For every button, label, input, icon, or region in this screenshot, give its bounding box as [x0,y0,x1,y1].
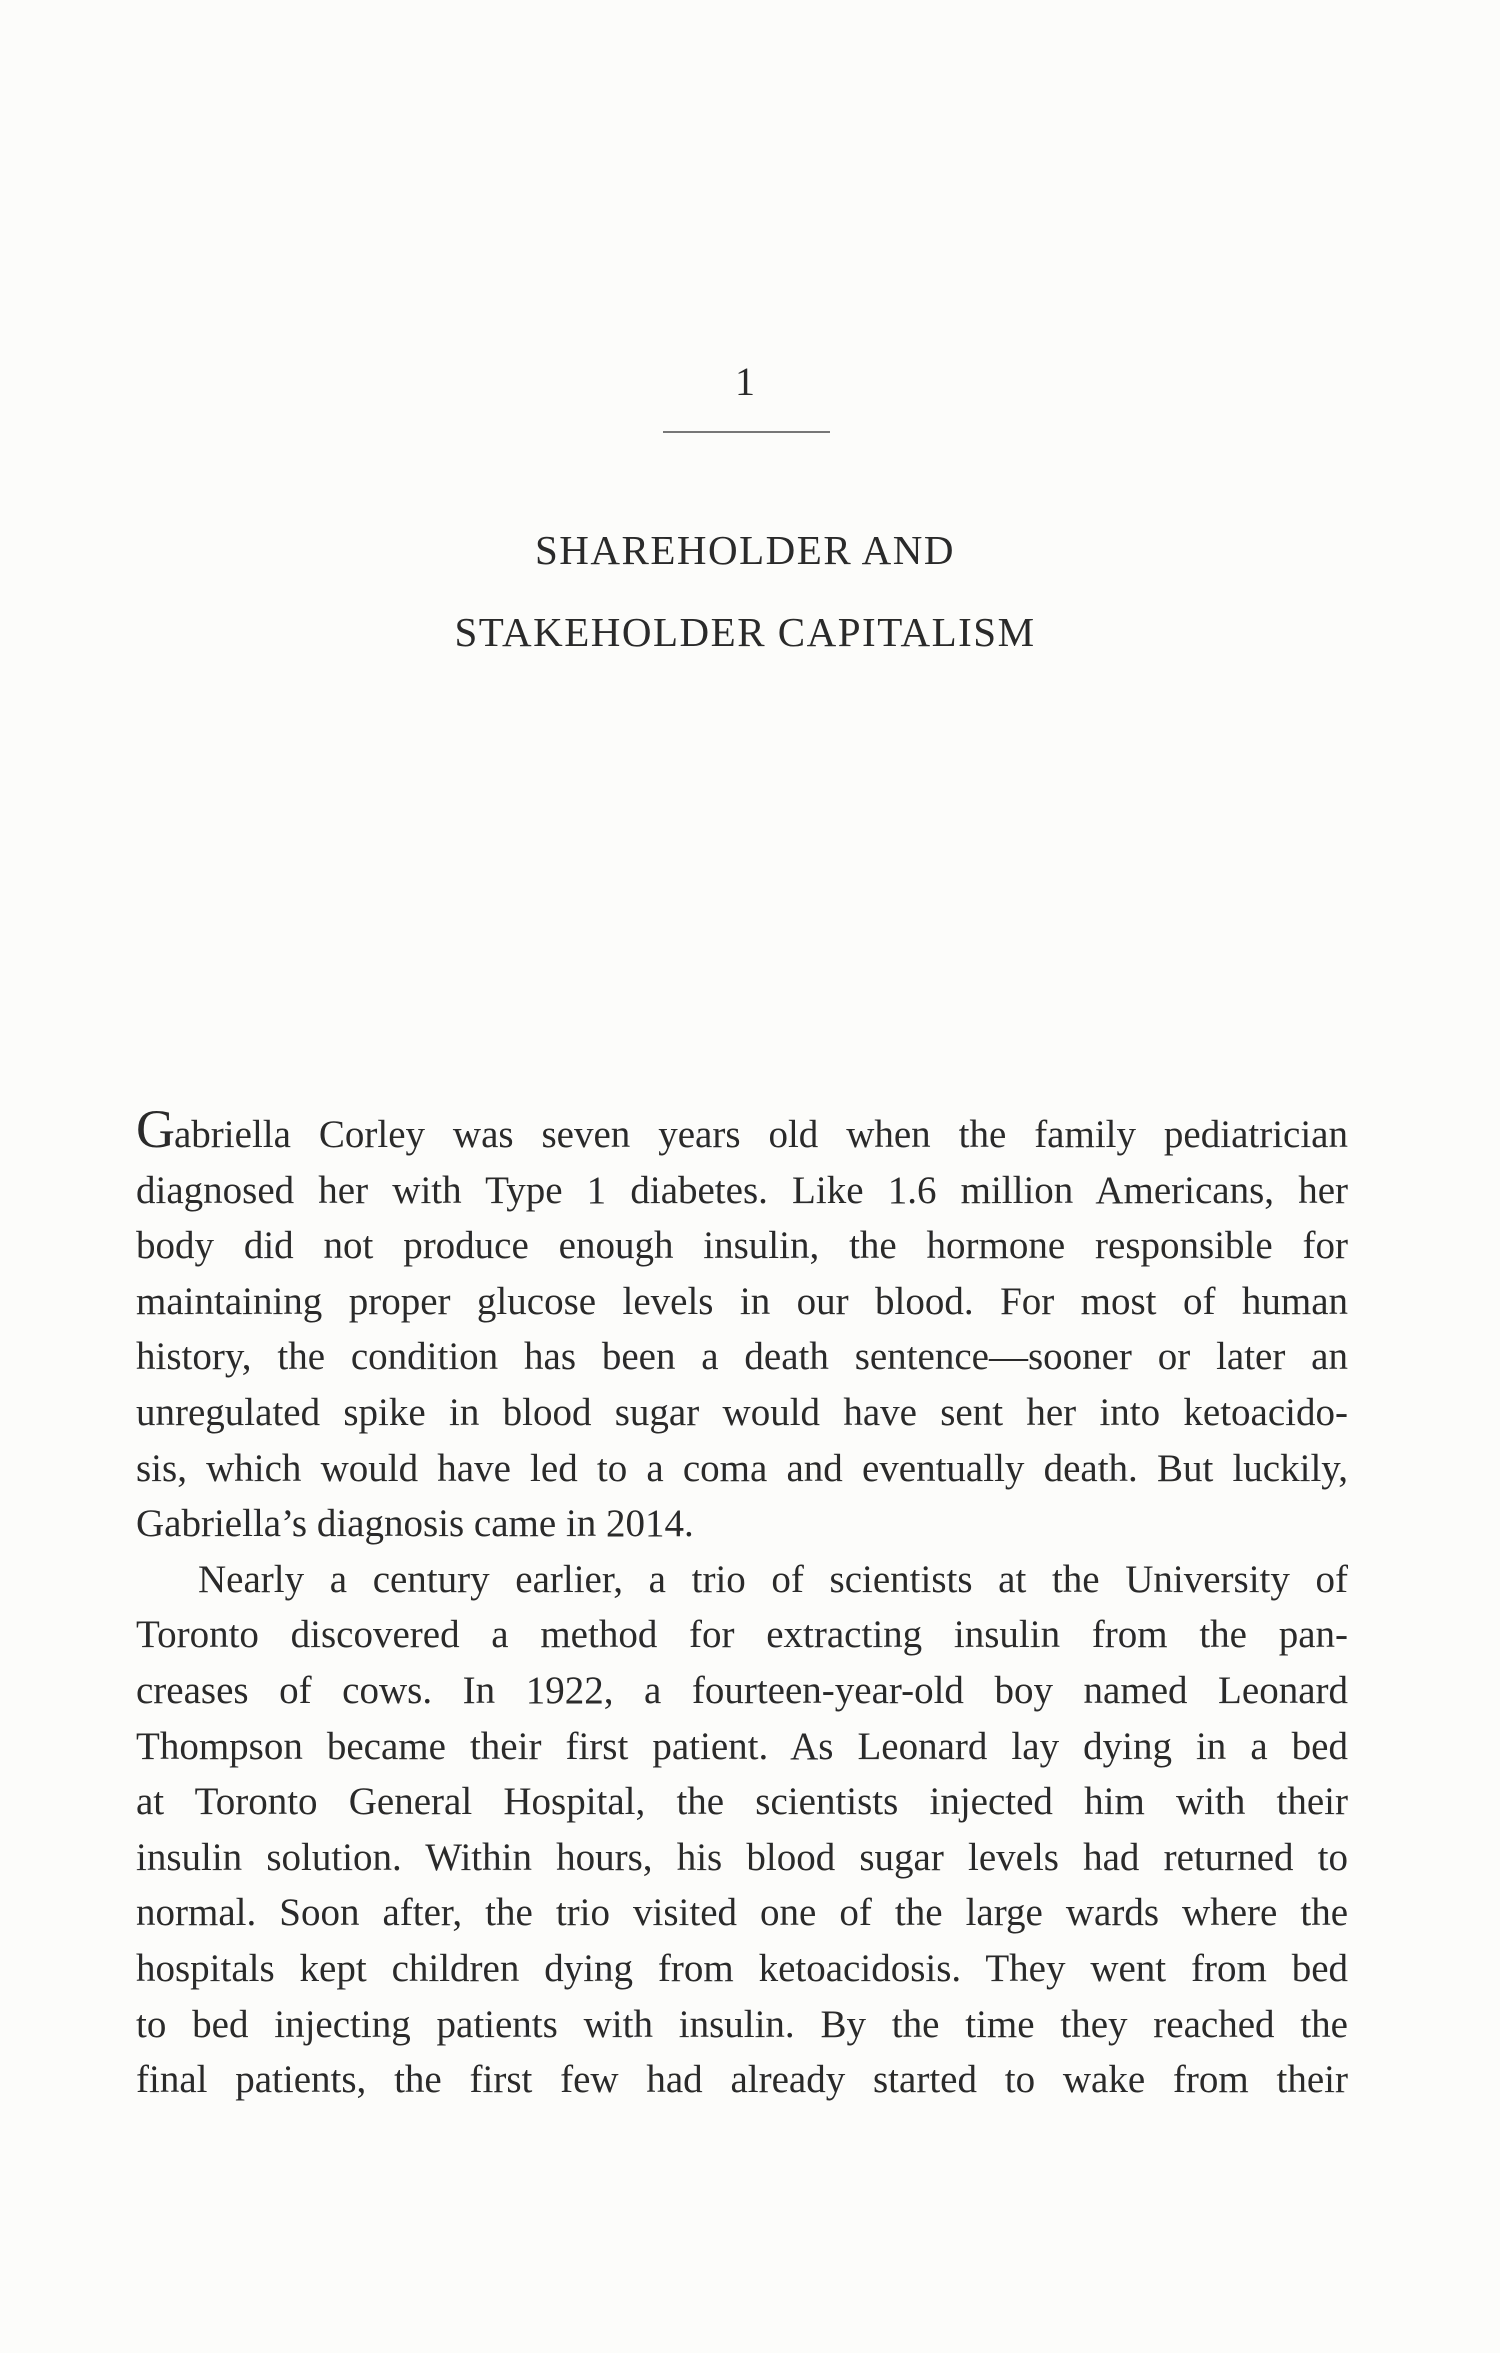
chapter-title-line-1: SHAREHOLDER AND [535,527,955,573]
text-line: Nearly a century earlier, a trio of scientists at the University of [198,1557,1348,1601]
text-line: Toronto discovered a method for extracting insulin from the pan- [136,1613,1348,1657]
text-line: at Toronto General Hospital, the scientists injected him with their [136,1780,1348,1824]
text-line: diagnosed her with Type 1 diabetes. Like 1.6 million Americans, her [136,1168,1348,1212]
text-line: insulin solution. Within hours, his blood sugar levels had returned to [136,1835,1348,1879]
text-line-content: abriella Corley was seven years old when the family pediatrician [174,1113,1348,1156]
text-line: hospitals kept children dying from ketoacidosis. They went from bed [136,1946,1348,1990]
text-line: final patients, the first few had already started to wake from their [136,2058,1348,2102]
chapter-number: 1 [735,359,755,404]
text-line: unregulated spike in blood sugar would have sent her into ketoacido- [136,1390,1348,1434]
text-line: maintaining proper glucose levels in our blood. For most of human [136,1279,1348,1323]
chapter-body [136,1107,1348,2108]
text-line: sis, which would have led to a coma and eventually death. But luckily, [136,1446,1348,1490]
text-line: Thompson became their first patient. As Leonard lay dying in a bed [136,1724,1348,1768]
text-line: creases of cows. In 1922, a fourteen-year-old boy named Leonard [136,1668,1348,1712]
text-line: to bed injecting patients with insulin. By the time they reached the [136,2002,1348,2046]
text-line: normal. Soon after, the trio visited one of the large wards where the [136,1891,1348,1935]
text-line: body did not produce enough insulin, the hormone responsible for [136,1224,1348,1268]
text-line [136,1107,1348,1163]
text-line: Gabriella’s diagnosis came in 2014. [136,1502,694,1546]
text-line: history, the condition has been a death sentence—sooner or later an [136,1335,1348,1379]
chapter-number-rule [663,431,830,433]
chapter-title-line-2: STAKEHOLDER CAPITALISM [454,609,1036,655]
drop-cap: G [136,1107,174,1159]
